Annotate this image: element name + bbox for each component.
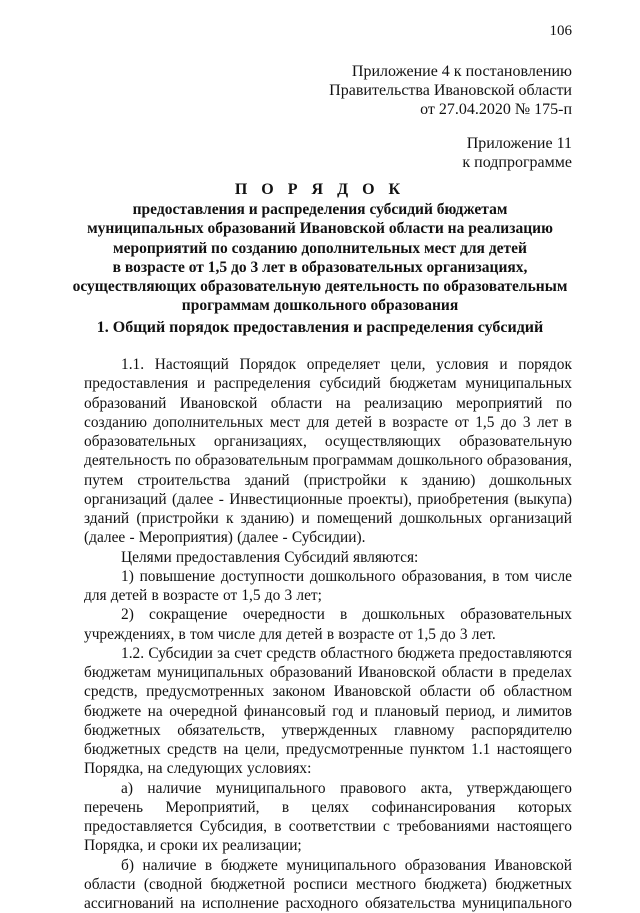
- body-line: зданий (пристройки к зданию) и помещений дошкольных организаций: [84, 510, 572, 527]
- body-line: Порядка, и сроки их реализации;: [84, 837, 302, 855]
- title-heading: П О Р Я Д О К: [234, 181, 406, 198]
- body-line: предоставляется Субсидия, в соответствии с требованиями настоящего: [84, 818, 572, 835]
- body-line: ассигнований на исполнение расходного обязательства муниципального: [84, 895, 572, 912]
- title-line: муниципальных образований Ивановской области на реализацию: [87, 220, 553, 238]
- body-line: бюджете на очередной финансовый год и плановый период, и лимитов: [84, 702, 572, 720]
- body-line: б) наличие в бюджете муниципального образования Ивановской: [121, 856, 572, 874]
- body-line: 1.1. Настоящий Порядок определяет цели, условия и порядок: [121, 356, 572, 373]
- body-line: Порядка, на следующих условиях:: [84, 760, 312, 778]
- body-line: 1.2. Субсидии за счет средств областного бюджета предоставляются: [121, 644, 572, 662]
- body-line: путем строительства зданий (пристройки к зданию) дошкольных: [84, 471, 572, 489]
- appendix-resolution-line: от 27.04.2020 № 175-п: [420, 101, 572, 118]
- body-line: 2) сокращение очередности в дошкольных образовательных: [121, 606, 572, 624]
- appendix-resolution-reference: [329, 62, 572, 119]
- body-line: бюджетам муниципальных образований Ивановской области в пределах: [84, 664, 572, 681]
- title-line: осуществляющих образовательную деятельность по образовательным: [72, 278, 568, 296]
- body-line: 1) повышение доступности дошкольного образования, в том числе: [121, 567, 572, 585]
- body-line: деятельность по образовательным программам дошкольного образования,: [84, 452, 572, 470]
- body-line: образовательных организациях, осуществляющих образовательную: [84, 433, 572, 450]
- appendix-resolution-line: Правительства Ивановской области: [329, 82, 572, 99]
- body-line: созданию дополнительных мест для детей в возрасте от 1,5 до 3 лет в: [84, 413, 572, 431]
- body-line: бюджетных средств на цели, предусмотренные пунктом 1.1 настоящего: [84, 741, 572, 758]
- title-line: предоставления и распределения субсидий бюджетам: [132, 201, 508, 219]
- section-1-body: [84, 355, 572, 913]
- body-line: образований Ивановской области на реализацию мероприятий по: [84, 394, 572, 412]
- title-line: мероприятий по созданию дополнительных мест для детей: [113, 239, 527, 257]
- appendix-subprogram-line: Приложение 11: [466, 135, 572, 152]
- body-line: (далее - Мероприятия) (далее - Субсидии).: [84, 529, 366, 547]
- body-line: организаций (далее - Инвестиционные проекты), приобретения (выкупа): [84, 490, 572, 508]
- body-line: предоставления и распределения субсидий бюджетам муниципальных: [84, 375, 572, 393]
- body-line: области (сводной бюджетной росписи местного бюджета) бюджетных: [84, 875, 572, 893]
- appendix-subprogram-line: к подпрограмме: [462, 154, 572, 171]
- body-line: а) наличие муниципального правового акта, утверждающего: [121, 779, 572, 797]
- body-line: Целями предоставления Субсидий являются:: [121, 548, 419, 566]
- appendix-resolution-line: Приложение 4 к постановлению: [351, 63, 572, 80]
- page-number: 106: [549, 23, 572, 39]
- section-1-heading: 1. Общий порядок предоставления и распределения субсидий: [96, 319, 544, 336]
- title-line: в возрасте от 1,5 до 3 лет в образовательных организациях,: [112, 258, 528, 276]
- body-line: для детей в возрасте от 1,5 до 3 лет;: [84, 587, 322, 604]
- body-line: учреждениях, в том числе для детей в возрасте от 1,5 до 3 лет.: [84, 625, 496, 643]
- title-line: программам дошкольного образования: [181, 297, 459, 315]
- body-line: перечень Мероприятий, в целях софинансирования которых: [84, 798, 572, 816]
- body-line: средств, предусмотренных законом Ивановской области об областном: [84, 683, 572, 701]
- body-line: бюджетных обязательств, утвержденных главному распорядителю: [84, 721, 572, 739]
- document-title: [70, 180, 570, 315]
- appendix-subprogram-reference: [462, 134, 572, 172]
